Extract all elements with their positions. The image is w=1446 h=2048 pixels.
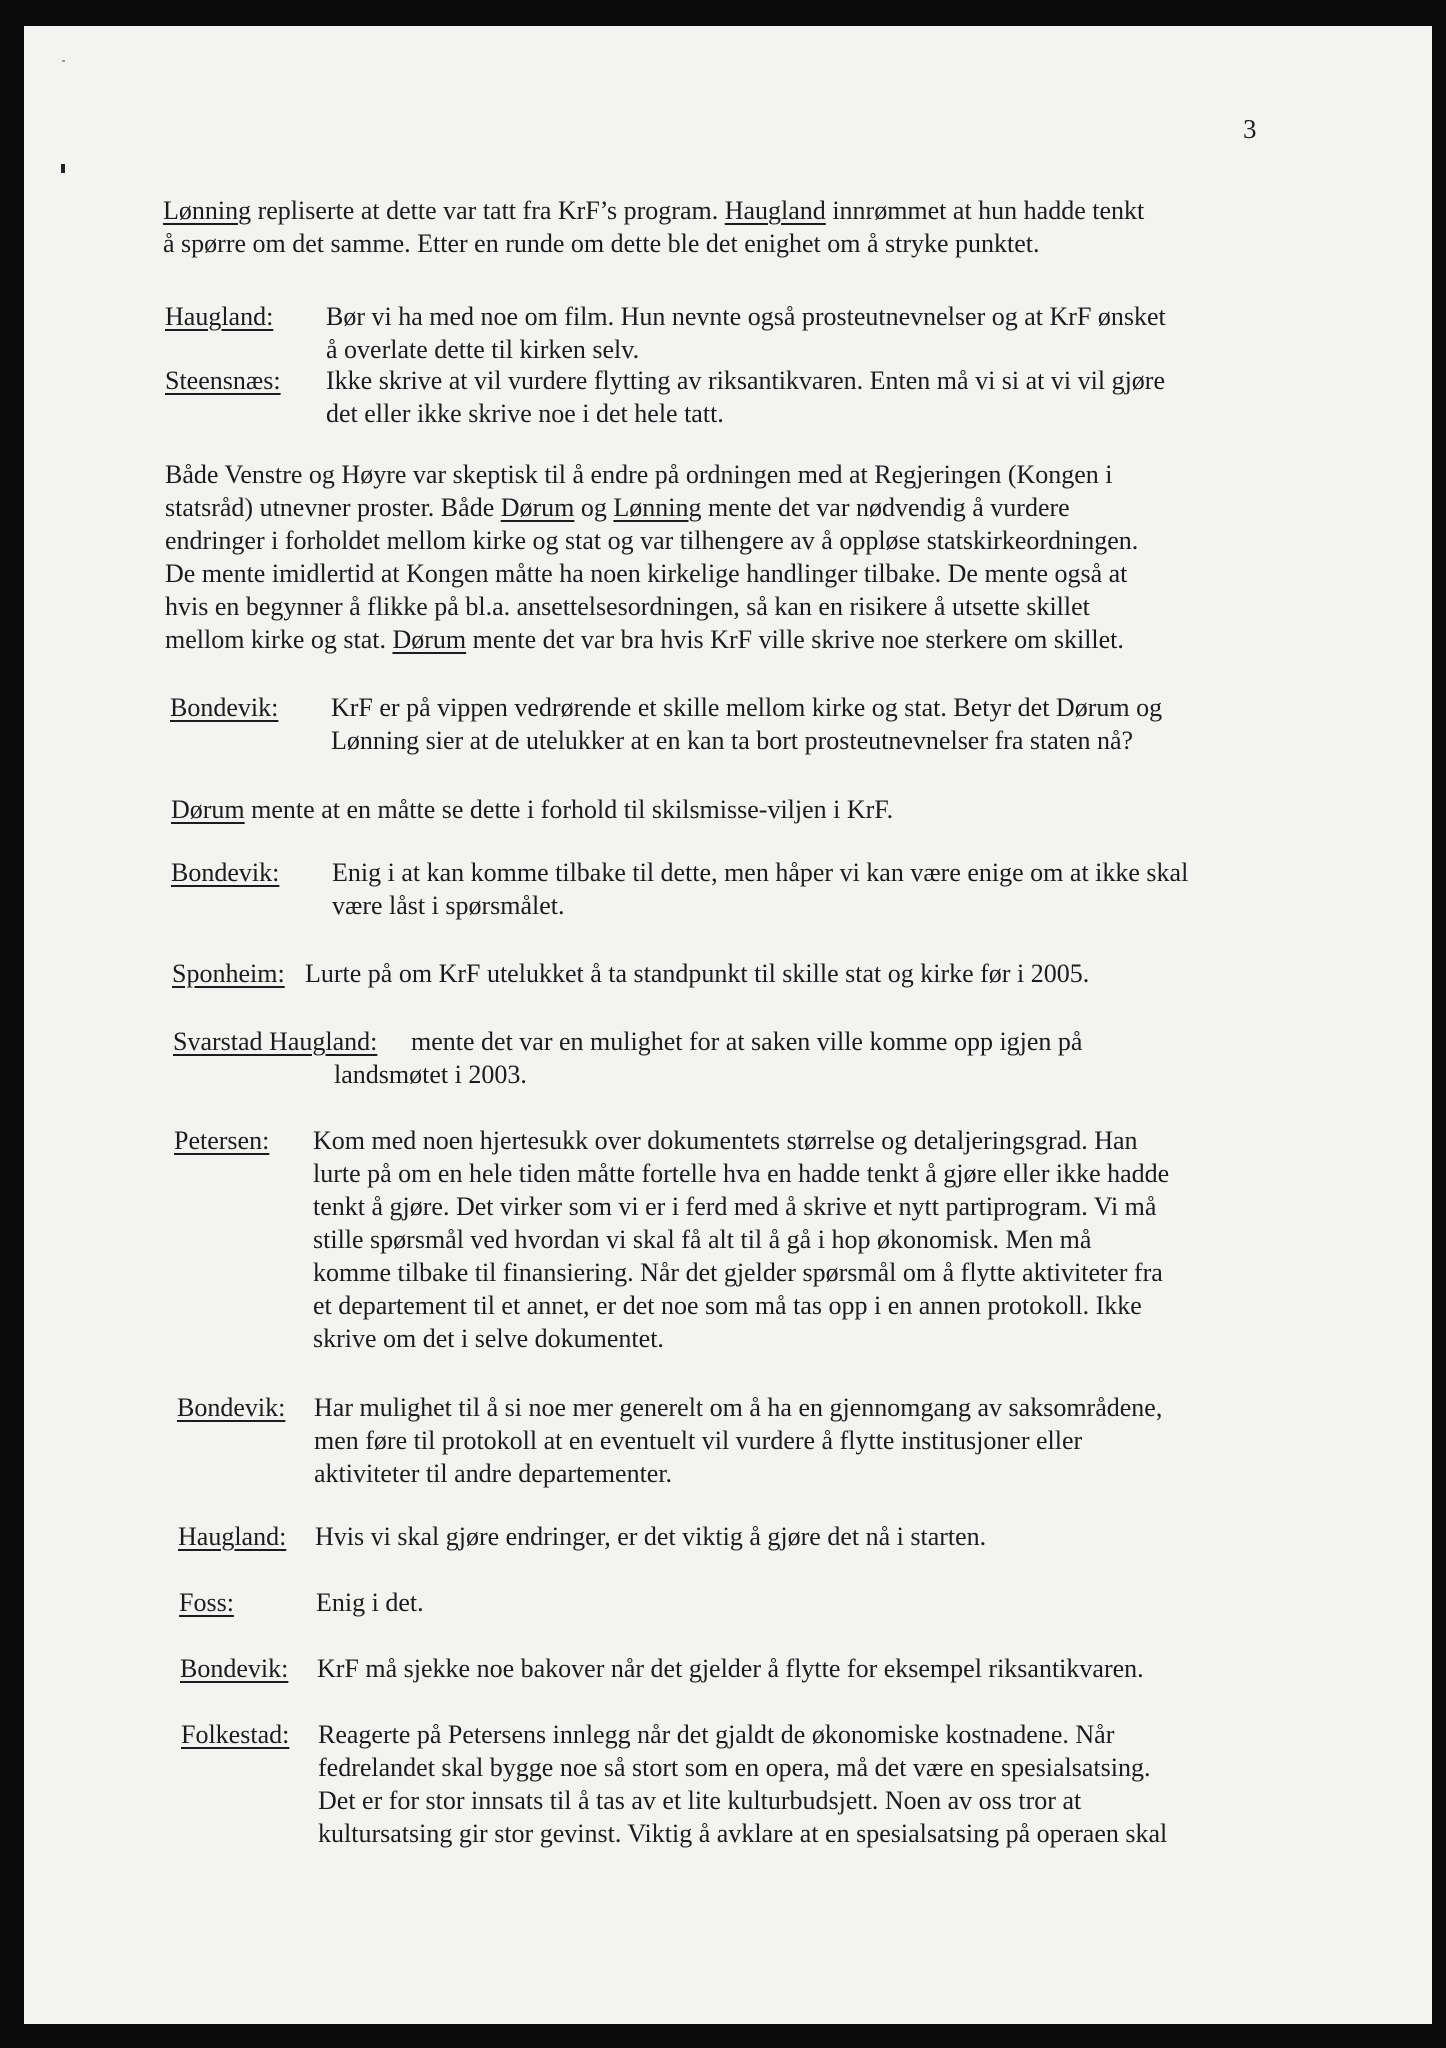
text-line: Det er for stor innsats til å tas av et lite kulturbudsjett. Noen av oss tror at: [318, 1786, 1082, 1815]
speaker-text: [314, 1391, 1162, 1490]
text-line: Kom med noen hjertesukk over dokumentets størrelse og detaljeringsgrad. Han: [313, 1126, 1138, 1155]
text-line: [163, 194, 1313, 227]
text-segment: innrømmet at hun hadde tenkt: [825, 196, 1145, 225]
document-page: [24, 26, 1432, 2024]
speaker-label: Bondevik:: [180, 1654, 289, 1683]
text-segment: mellom kirke og stat.: [165, 625, 393, 654]
speaker-label: Bondevik:: [171, 858, 280, 887]
text-line: [171, 793, 1321, 826]
text-line: aktiviteter til andre departementer.: [314, 1459, 673, 1488]
speaker-text: [315, 1520, 986, 1553]
text-line: stille spørsmål ved hvordan vi skal få alt til å gå i hop økonomisk. Men må: [313, 1225, 1092, 1254]
text-line: Ikke skrive at vil vurdere flytting av riksantikvaren. Enten må vi si at vi vil gjøre: [326, 366, 1165, 395]
text-line: KrF er på vippen vedrørende et skille mellom kirke og stat. Betyr det Dørum og: [331, 693, 1163, 722]
text-line: endringer i forholdet mellom kirke og stat og var tilhengere av å oppløse statskirkeordningen.: [165, 526, 1139, 555]
text-segment: mente det var nødvendig å vurdere: [701, 493, 1070, 522]
text-line: De mente imidlertid at Kongen måtte ha noen kirkelige handlinger tilbake. De mente også at: [165, 559, 1128, 588]
speaker-label: Steensnæs:: [165, 366, 281, 395]
text-line: Lurte på om KrF utelukket å ta standpunkt til skille stat og kirke før i 2005.: [305, 959, 1090, 988]
text-line: Hvis vi skal gjøre endringer, er det viktig å gjøre det nå i starten.: [315, 1522, 987, 1551]
speaker-text: [334, 1025, 1082, 1091]
speaker-name: Lønning: [163, 196, 252, 225]
text-line: være låst i spørsmålet.: [332, 891, 565, 920]
speaker-label: Haugland:: [178, 1522, 287, 1551]
text-line: Enig i det.: [316, 1588, 424, 1617]
text-line: mente det var en mulighet for at saken ville komme opp igjen på: [411, 1027, 1083, 1056]
speaker-text: [326, 364, 1165, 430]
text-segment: statsråd) utnevner proster. Både: [165, 493, 501, 522]
text-line: [165, 623, 1315, 656]
paragraph: [165, 458, 1315, 656]
scan-speck: [61, 164, 65, 173]
speaker-text: [326, 300, 1166, 366]
speaker-text: [313, 1124, 1169, 1355]
speaker-label: Folkestad:: [181, 1720, 290, 1749]
text-line: lurte på om en hele tiden måtte fortelle hva en hadde tenkt å gjøre eller ikke hadde: [313, 1159, 1170, 1188]
scan-speck: [62, 60, 65, 62]
speaker-name: Dørum: [392, 625, 467, 654]
text-line: Både Venstre og Høyre var skeptisk til å endre på ordningen med at Regjeringen (Kongen i: [165, 460, 1113, 489]
text-line: Enig i at kan komme tilbake til dette, men håper vi kan være enige om at ikke skal: [332, 858, 1189, 887]
text-line: fedrelandet skal bygge noe så stort som en opera, må det være en spesialsatsing.: [318, 1753, 1151, 1782]
speaker-name: Haugland: [724, 196, 826, 225]
text-segment: mente det var bra hvis KrF ville skrive noe sterkere om skillet.: [466, 625, 1124, 654]
text-line: landsmøtet i 2003.: [334, 1060, 527, 1089]
speaker-label: Bondevik:: [177, 1393, 286, 1422]
text-line: skrive om det i selve dokumentet.: [313, 1324, 664, 1353]
text-line: kultursatsing gir stor gevinst. Viktig å avklare at en spesialsatsing på operaen skal: [318, 1819, 1168, 1848]
text-line: å spørre om det samme. Etter en runde om dette ble det enighet om å stryke punktet.: [163, 229, 1040, 258]
text-line: tenkt å gjøre. Det virker som vi er i ferd med å skrive et nytt partiprogram. Vi må: [313, 1192, 1157, 1221]
speaker-label: Haugland:: [165, 302, 274, 331]
speaker-text: [318, 1718, 1167, 1850]
speaker-text: [316, 1586, 424, 1619]
text-line: komme tilbake til finansiering. Når det gjelder spørsmål om å flytte aktiviteter fra: [313, 1258, 1163, 1287]
text-line: Bør vi ha med noe om film. Hun nevnte også prosteutnevnelser og at KrF ønsket: [326, 302, 1166, 331]
text-line: å overlate dette til kirken selv.: [326, 335, 640, 364]
text-line: Lønning sier at de utelukker at en kan ta bort prosteutnevnelser fra staten nå?: [331, 726, 1134, 755]
speaker-entry: [181, 1718, 1446, 1868]
speaker-label: Bondevik:: [170, 693, 279, 722]
speaker-name: Dørum: [171, 795, 245, 824]
text-segment: repliserte at dette var tatt fra KrF’s program.: [251, 196, 725, 225]
text-line: men føre til protokoll at en eventuelt vil vurdere å flytte institusjoner eller: [314, 1426, 1083, 1455]
speaker-name: Lønning: [613, 493, 702, 522]
text-line: et departement til et annet, er det noe som må tas opp i en annen protokoll. Ikke: [313, 1291, 1142, 1320]
text-line: KrF må sjekke noe bakover når det gjelder å flytte for eksempel riksantikvaren.: [317, 1654, 1144, 1683]
text-line: hvis en begynner å flikke på bl.a. ansettelsesordningen, så kan en risikere å utsette skillet: [165, 592, 1090, 621]
speaker-entry: [174, 1124, 1446, 1364]
speaker-text: [331, 691, 1162, 757]
speaker-text: [305, 957, 1089, 990]
text-line: Har mulighet til å si noe mer generelt om å ha en gjennomgang av saksområdene,: [314, 1393, 1163, 1422]
speaker-label: Svarstad Haugland:: [173, 1027, 378, 1056]
text-segment: og: [574, 493, 614, 522]
text-line: Reagerte på Petersens innlegg når det gjaldt de økonomiske kostnadene. Når: [318, 1720, 1115, 1749]
paragraph: [163, 194, 1313, 260]
speaker-label: Sponheim:: [172, 959, 285, 988]
speaker-name: Dørum: [500, 493, 575, 522]
speaker-text: [317, 1652, 1144, 1685]
speaker-entry: [177, 1391, 1446, 1511]
text-line: [165, 491, 1315, 524]
text-line: det eller ikke skrive noe i det hele tatt.: [326, 399, 724, 428]
paragraph: [171, 793, 1321, 826]
speaker-text: [332, 856, 1188, 922]
page-number: 3: [1243, 114, 1257, 144]
text-segment: mente at en måtte se dette i forhold til skilsmisse-viljen i KrF.: [244, 795, 894, 824]
speaker-label: Petersen:: [174, 1126, 270, 1155]
speaker-label: Foss:: [179, 1588, 234, 1617]
